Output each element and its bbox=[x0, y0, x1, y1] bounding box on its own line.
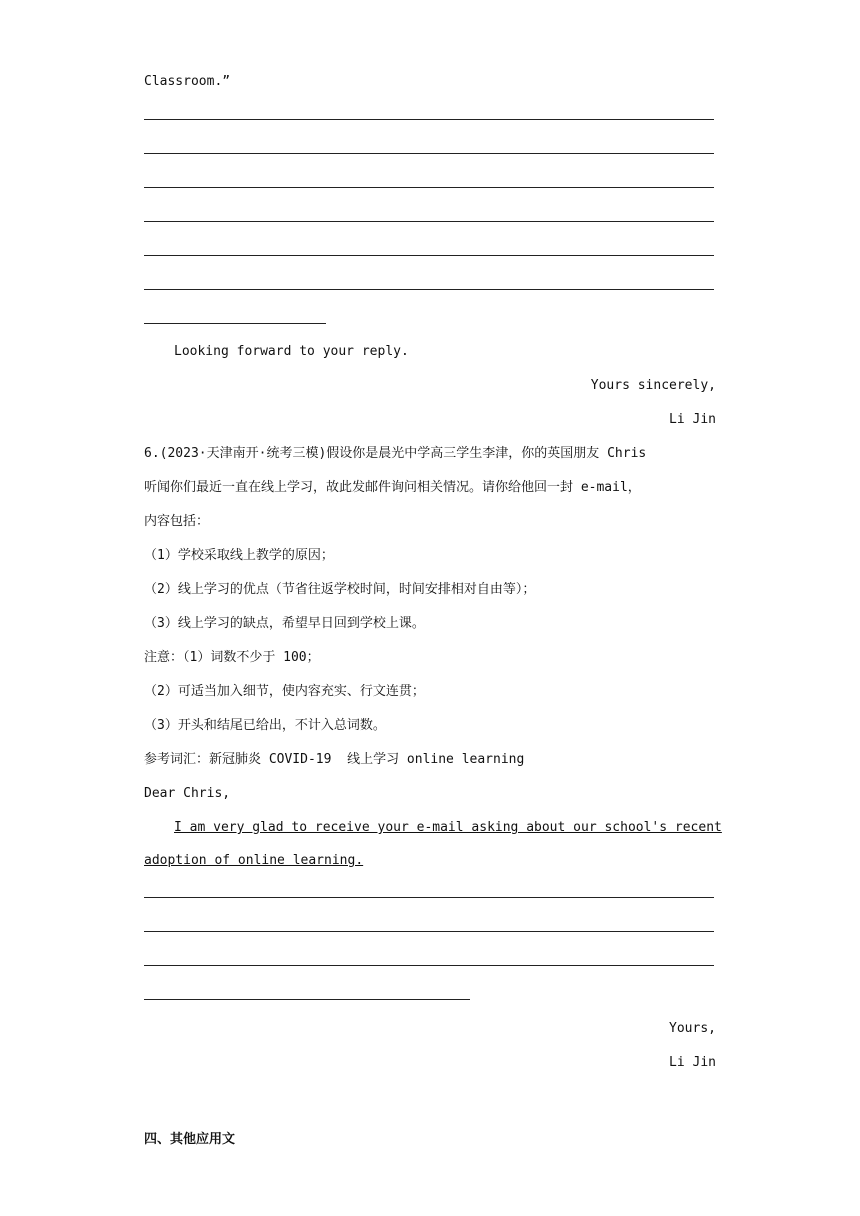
note-item: （2）可适当加入细节，使内容充实、行文连贯； bbox=[144, 684, 425, 699]
section-heading: 四、其他应用文 bbox=[144, 1132, 236, 1147]
question-line: 内容包括： bbox=[144, 514, 210, 529]
writing-line bbox=[144, 931, 714, 932]
writing-line-short bbox=[144, 999, 470, 1000]
writing-line bbox=[144, 119, 714, 120]
writing-line bbox=[144, 187, 714, 188]
writing-line bbox=[144, 255, 714, 256]
writing-line bbox=[144, 221, 714, 222]
prev-tail-text: Classroom.” bbox=[144, 74, 231, 89]
letter-sign-off: Yours, bbox=[669, 1021, 716, 1036]
writing-line bbox=[144, 153, 714, 154]
note-item: （3）开头和结尾已给出，不计入总词数。 bbox=[144, 718, 386, 733]
letter-greeting: Dear Chris, bbox=[144, 786, 231, 801]
letter-opening: I am very glad to receive your e-mail asking about our school's recent bbox=[174, 820, 722, 835]
closing-name: Li Jin bbox=[669, 412, 716, 427]
requirement-item: （2）线上学习的优点（节省往返学校时间，时间安排相对自由等）； bbox=[144, 582, 536, 597]
question-line: 听闻你们最近一直在线上学习，故此发邮件询问相关情况。请你给他回一封 e-mail， bbox=[144, 480, 641, 495]
requirement-item: （1）学校采取线上教学的原因； bbox=[144, 548, 334, 563]
writing-line bbox=[144, 965, 714, 966]
letter-name: Li Jin bbox=[669, 1055, 716, 1070]
writing-line bbox=[144, 897, 714, 898]
vocabulary-line: 参考词汇：新冠肺炎 COVID-19 线上学习 online learning bbox=[144, 752, 525, 767]
writing-line bbox=[144, 289, 714, 290]
letter-opening: adoption of online learning. bbox=[144, 853, 364, 868]
question-line: 6.(2023·天津南开·统考三模)假设你是晨光中学高三学生李津，你的英国朋友 Chris bbox=[144, 446, 647, 461]
note-item: 注意：（1）词数不少于 100； bbox=[144, 650, 320, 665]
writing-line-short bbox=[144, 323, 326, 324]
closing-forward: Looking forward to your reply. bbox=[174, 344, 409, 359]
closing-sign-off: Yours sincerely, bbox=[590, 378, 716, 393]
requirement-item: （3）线上学习的缺点，希望早日回到学校上课。 bbox=[144, 616, 425, 631]
